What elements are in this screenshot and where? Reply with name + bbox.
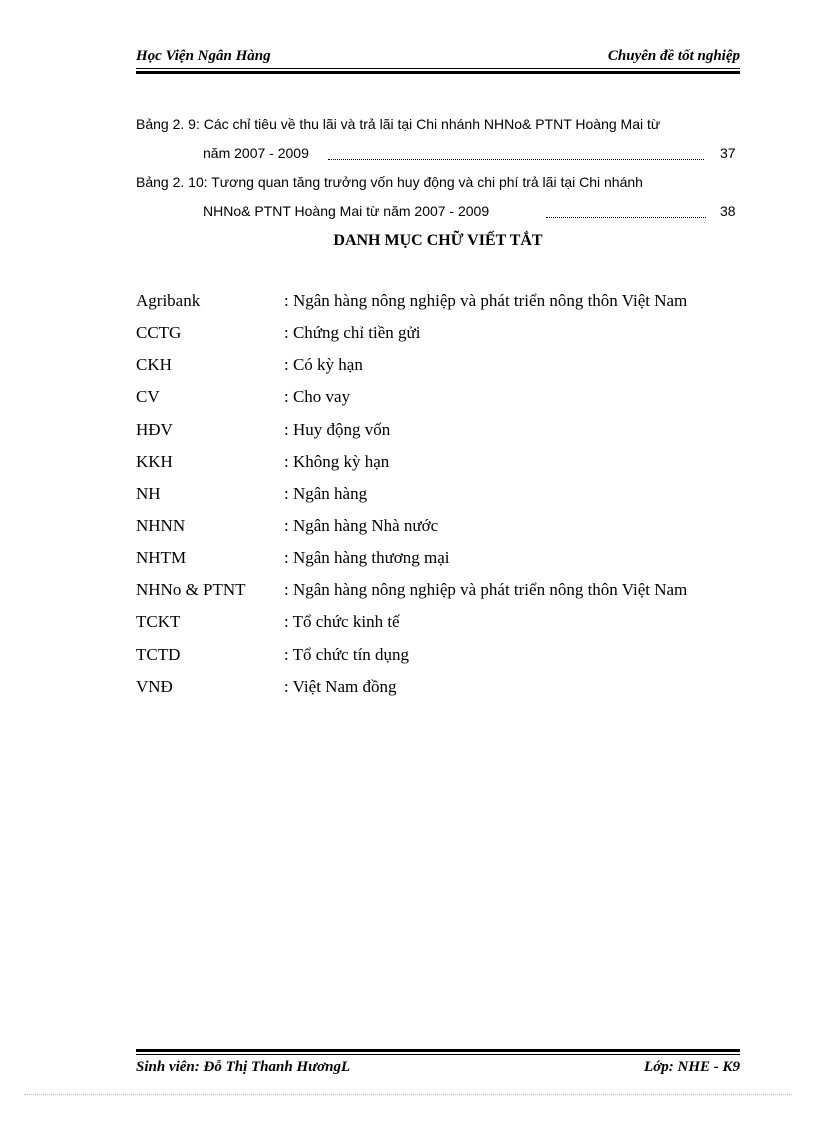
abbreviation-term: NH: [136, 484, 161, 503]
page-header: [136, 48, 740, 66]
page-bottom-dotted-line: [24, 1094, 792, 1096]
abbreviation-meaning: : Ngân hàng Nhà nước: [284, 516, 439, 535]
abbreviation-term: HĐV: [136, 420, 173, 439]
toc-entry-title: Bảng 2. 10: Tương quan tăng trưởng vốn huy động và chi phí trả lãi tại Chi nhánh: [136, 174, 643, 190]
toc-entry-title-cont: NHNo& PTNT Hoàng Mai từ năm 2007 - 2009: [203, 203, 490, 219]
abbreviation-term: NHTM: [136, 548, 187, 567]
toc-page-number: 37: [720, 145, 736, 161]
abbreviation-meaning: : Huy động vốn: [284, 420, 391, 439]
abbreviation-term: TCKT: [136, 612, 181, 631]
toc-entry-title-cont: năm 2007 - 2009: [203, 145, 309, 161]
abbreviation-meaning: : Tổ chức tín dụng: [284, 645, 410, 664]
page-footer: [136, 1059, 740, 1077]
abbreviation-term: Agribank: [136, 291, 201, 310]
header-institution: Học Viện Ngân Hàng: [136, 48, 271, 64]
footer-student: Sinh viên: Đỗ Thị Thanh HươngL: [136, 1059, 351, 1075]
abbreviation-term: CV: [136, 387, 160, 406]
toc-page-number: 38: [720, 203, 736, 219]
abbreviation-meaning: : Ngân hàng nông nghiệp và phát triển nông thôn Việt Nam: [284, 580, 688, 599]
abbreviation-meaning: : Ngân hàng: [284, 484, 368, 503]
header-document-type: Chuyên đề tốt nghiệp: [607, 48, 740, 64]
abbreviation-meaning: : Ngân hàng nông nghiệp và phát triển nông thôn Việt Nam: [284, 291, 688, 310]
header-rule-thin: [136, 68, 740, 69]
footer-class: Lớp: NHE - K9: [644, 1059, 740, 1075]
toc-leader-dots: [546, 203, 706, 218]
abbreviation-term: CCTG: [136, 323, 182, 342]
abbreviation-term: KKH: [136, 452, 173, 471]
abbreviation-term: NHNN: [136, 516, 186, 535]
abbreviation-meaning: : Tổ chức kinh tế: [284, 612, 400, 631]
abbreviation-term: NHNo & PTNT: [136, 580, 246, 599]
abbreviation-meaning: : Cho vay: [284, 387, 351, 406]
abbreviation-term: VNĐ: [136, 677, 173, 696]
footer-rule-thick: [136, 1049, 740, 1052]
toc-entry-title: Bảng 2. 9: Các chỉ tiêu về thu lãi và trả lãi tại Chi nhánh NHNo& PTNT Hoàng Mai từ: [136, 116, 661, 132]
footer-rule-thin: [136, 1054, 740, 1055]
abbreviation-meaning: : Chứng chỉ tiền gửi: [284, 323, 421, 342]
abbreviation-term: CKH: [136, 355, 172, 374]
abbreviation-meaning: : Không kỳ hạn: [284, 452, 390, 471]
toc-leader-dots: [328, 145, 704, 160]
abbreviation-term: TCTD: [136, 645, 181, 664]
abbreviation-meaning: : Ngân hàng thương mại: [284, 548, 450, 567]
header-rule-thick: [136, 71, 740, 74]
abbreviation-meaning: : Việt Nam đồng: [284, 677, 397, 696]
abbreviation-meaning: : Có kỳ hạn: [284, 355, 363, 374]
section-title: DANH MỤC CHỮ VIẾT TẮT: [333, 232, 543, 249]
